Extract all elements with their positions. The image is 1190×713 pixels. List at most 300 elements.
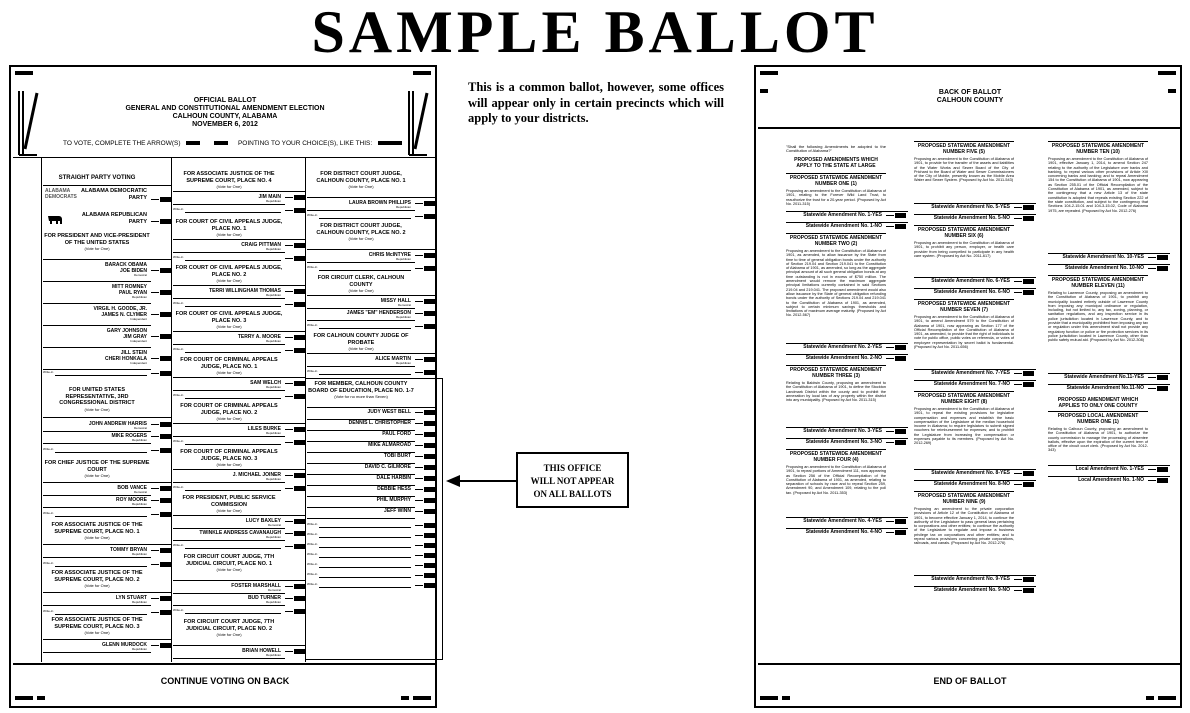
candidate-divider xyxy=(173,252,285,253)
vote-for-count: (Vote for One) xyxy=(348,346,374,351)
candidate-divider xyxy=(307,320,415,321)
ticket xyxy=(43,284,147,299)
arrow-head xyxy=(895,530,906,535)
vote-arrow[interactable] xyxy=(151,448,171,453)
candidate-martin xyxy=(307,356,411,365)
write-in-line xyxy=(55,452,147,453)
candidate-name: JOHN ANDREW HARRIS xyxy=(88,421,147,427)
candidate-marshall xyxy=(173,583,281,592)
arrow-head xyxy=(294,596,305,601)
vote-arrow[interactable] xyxy=(1014,471,1034,476)
arrow-tail xyxy=(415,412,423,413)
contest-divider xyxy=(307,249,435,250)
arrow-tail xyxy=(285,337,293,338)
vote-arrow[interactable] xyxy=(1014,279,1034,284)
party-label: Republican xyxy=(265,339,281,343)
arrow-head xyxy=(294,649,305,654)
write-in-label: Write-in xyxy=(43,447,54,451)
arrow-tail xyxy=(285,245,293,246)
contest-divider xyxy=(173,331,305,332)
vote-arrow[interactable] xyxy=(415,324,435,329)
vote-arrow[interactable] xyxy=(151,268,171,273)
write-in-line xyxy=(319,270,411,271)
vote-arrow[interactable] xyxy=(1014,588,1034,593)
arrow-tail xyxy=(415,423,423,424)
arrow-head xyxy=(160,371,171,376)
arrow-head xyxy=(160,434,171,439)
sample-arrow-icon xyxy=(214,141,228,145)
vote-arrow[interactable] xyxy=(415,370,435,375)
arrow-head xyxy=(160,197,171,202)
party-label: Republican xyxy=(395,257,411,261)
instruction-text-b: POINTING TO YOUR CHOICE(S), LIKE THIS: xyxy=(237,140,373,147)
vote-arrow[interactable] xyxy=(151,643,171,648)
vote-arrow[interactable] xyxy=(886,356,906,361)
arrow-tail xyxy=(285,586,293,587)
candidate-divider xyxy=(43,281,151,282)
amendment-divider xyxy=(1048,411,1148,412)
vote-arrow[interactable] xyxy=(415,421,435,426)
candidate-divider xyxy=(173,482,285,483)
vote-arrow[interactable] xyxy=(151,596,171,601)
arrow-tail xyxy=(415,565,423,566)
contest-divider xyxy=(173,645,305,646)
arrow-head xyxy=(424,266,435,271)
vote-arrow[interactable] xyxy=(151,334,171,339)
vote-arrow[interactable] xyxy=(415,266,435,271)
contest-name: FOR ASSOCIATE JUSTICE OF THE SUPREME COURT, PLACE NO. 1 xyxy=(51,522,143,535)
vote-arrow[interactable] xyxy=(285,302,305,307)
arrow-tail xyxy=(886,532,894,533)
arrow-tail xyxy=(415,372,423,373)
contest-name: FOR CIRCUIT CLERK, CALHOUN COUNTY xyxy=(317,275,405,288)
vote-for-count: (Vote for One) xyxy=(216,567,242,572)
candidate-divider xyxy=(173,605,285,606)
candidate-divider xyxy=(173,540,285,541)
arrow-head xyxy=(424,487,435,492)
candidate-name: BUD TURNER xyxy=(247,595,281,601)
vote-arrow[interactable] xyxy=(1148,478,1168,483)
arrow-tail xyxy=(285,546,293,547)
write-in-line xyxy=(319,218,411,219)
vote-arrow[interactable] xyxy=(1148,386,1168,391)
callout-line-1: THIS OFFICE xyxy=(543,463,602,473)
arrow-head xyxy=(895,224,906,229)
timing-mark xyxy=(1168,89,1176,93)
vote-arrow[interactable] xyxy=(285,473,305,478)
amendment-yes: Statewide Amendment No.11-YES xyxy=(1064,374,1144,380)
amendment-yes: Statewide Amendment No. 8-YES xyxy=(931,470,1010,476)
vote-arrow[interactable] xyxy=(415,214,435,219)
arrow-tail xyxy=(285,291,293,292)
arrow-head xyxy=(160,548,171,553)
vote-arrow[interactable] xyxy=(415,523,435,528)
vote-arrow[interactable] xyxy=(285,486,305,491)
contest-name: FOR ASSOCIATE JUSTICE OF THE SUPREME COURT, PLACE NO. 4 xyxy=(183,171,275,184)
contest-title xyxy=(307,333,415,351)
arrow-head xyxy=(424,509,435,514)
arrow-head xyxy=(424,311,435,316)
candidate-name: CRAIG PITTMAN xyxy=(241,242,281,248)
candidate-name: JILL STEIN xyxy=(120,350,147,356)
vote-arrow[interactable] xyxy=(415,465,435,470)
amendment-no: Statewide Amendment No. 5-NO xyxy=(933,215,1010,221)
write-in-label: Write-in xyxy=(173,543,184,547)
arrow-tail xyxy=(285,521,293,522)
party-label: Republican xyxy=(265,293,281,297)
write-in-line xyxy=(185,613,281,614)
arrow-head xyxy=(294,243,305,248)
candidate-divider xyxy=(307,518,415,519)
arrow-tail xyxy=(151,373,159,374)
vote-arrow[interactable] xyxy=(415,410,435,415)
candidate-divider xyxy=(173,298,285,299)
arrow-head xyxy=(1023,471,1034,476)
contest-divider xyxy=(173,423,305,424)
vote-arrow[interactable] xyxy=(1148,266,1168,271)
column-rule xyxy=(171,157,172,662)
vote-for-count: (Vote for One) xyxy=(84,583,110,588)
callout-arrow-head xyxy=(446,475,460,487)
vote-arrow[interactable] xyxy=(285,394,305,399)
vote-arrow[interactable] xyxy=(415,253,435,258)
vote-arrow[interactable] xyxy=(1014,205,1034,210)
vote-arrow[interactable] xyxy=(886,440,906,445)
vote-arrow[interactable] xyxy=(415,487,435,492)
vote-arrow[interactable] xyxy=(1014,290,1034,295)
arrow-tail xyxy=(151,514,159,515)
ticket xyxy=(43,350,147,365)
amendment-text: Proposing an amendment to the Constitution of Alabama of 1901, effective January 1, 2014, to amend Section 247 relating to the authority of the Legislature over banks and banking, to repeal various other provisions of Article XIII concerning banks and banking; and to repeal Amendment 154 to the Constitution of Alabama of 1901, now appearing as Section 255.01 of the Official Recompilation of the Constitution of Alabama of 1901, as amended, subject to the contingency that a new Article 13 of the state constitution is adopted that repeals existing Section 222 of the state constitution, and subject to the contingency that Sections 104-2-15.01 and 104-3-15.02, Code of Alabama 1975, are repealed. (Proposed by Act No. 2012-276) xyxy=(1048,157,1148,213)
vote-arrow[interactable] xyxy=(415,443,435,448)
party-label: Independent xyxy=(130,317,147,321)
timing-mark xyxy=(1146,696,1154,700)
vote-for-count: (Vote for One) xyxy=(348,184,374,189)
vote-arrow[interactable] xyxy=(285,519,305,524)
contest-title xyxy=(173,449,285,467)
vote-arrow[interactable] xyxy=(285,649,305,654)
contest-title xyxy=(307,223,415,241)
arrow-head xyxy=(424,357,435,362)
vote-arrow[interactable] xyxy=(151,312,171,317)
vote-arrow[interactable] xyxy=(285,243,305,248)
arrow-tail xyxy=(1014,218,1022,219)
vote-arrow[interactable] xyxy=(886,429,906,434)
vote-arrow[interactable] xyxy=(1148,467,1168,472)
ticket xyxy=(43,306,147,321)
vote-arrow[interactable] xyxy=(151,422,171,427)
vote-arrow[interactable] xyxy=(415,583,435,588)
write-in-label: Write-in xyxy=(307,542,318,546)
candidate-divider xyxy=(307,366,415,367)
candidate-burke xyxy=(173,426,281,435)
candidate-divider xyxy=(43,347,151,348)
arrow-head xyxy=(424,583,435,588)
candidate-welch xyxy=(173,380,281,389)
candidate-name: FOSTER MARSHALL xyxy=(231,583,281,589)
write-in-label: Write-in xyxy=(173,347,184,351)
vote-arrow[interactable] xyxy=(1148,255,1168,260)
vote-arrow[interactable] xyxy=(285,440,305,445)
contest-name: FOR DISTRICT COURT JUDGE, CALHOUN COUNTY, PLACE NO. 2 xyxy=(316,223,406,236)
vote-arrow[interactable] xyxy=(285,596,305,601)
vote-arrow[interactable] xyxy=(415,543,435,548)
vote-for-count: (Vote for One) xyxy=(216,370,242,375)
vote-arrow[interactable] xyxy=(415,201,435,206)
vote-arrow[interactable] xyxy=(285,531,305,536)
arrow-head xyxy=(1157,386,1168,391)
party-label: Republican xyxy=(265,199,281,203)
arrow-tail xyxy=(285,350,293,351)
write-in-label: Write-in xyxy=(173,207,184,211)
timing-mark xyxy=(413,71,431,75)
candidate-name: MIKE ALMAROAD xyxy=(368,442,411,448)
vote-arrow[interactable] xyxy=(415,311,435,316)
candidate-name: BRIAN HOWELL xyxy=(242,648,281,654)
arrow-head xyxy=(294,519,305,524)
vote-arrow[interactable] xyxy=(1014,482,1034,487)
arrow-head xyxy=(160,610,171,615)
amendment-columns xyxy=(756,135,1184,665)
contest-title xyxy=(307,381,415,399)
arrow-tail xyxy=(285,442,293,443)
vote-arrow[interactable] xyxy=(415,299,435,304)
candidate-name: VIRGIL H. GOODE, JR. xyxy=(93,306,147,312)
arrow-tail xyxy=(151,645,159,646)
election-date: NOVEMBER 6, 2012 xyxy=(192,121,258,128)
vote-arrow[interactable] xyxy=(151,219,171,224)
party-label: Democrat xyxy=(133,490,147,494)
vote-arrow[interactable] xyxy=(285,208,305,213)
arrow-tail xyxy=(886,442,894,443)
candidate-name: JEFF WINN xyxy=(384,508,411,514)
arrow-tail xyxy=(415,467,423,468)
amendment-no: Statewide Amendment No. 1-NO xyxy=(805,223,882,229)
board-candidate xyxy=(307,464,411,470)
contest-title xyxy=(43,570,151,588)
candidate-divider xyxy=(43,303,151,304)
amendment-divider xyxy=(1048,275,1148,276)
arrow-tail xyxy=(285,396,293,397)
contest-name: FOR COURT OF CIVIL APPEALS JUDGE, PLACE NO. 2 xyxy=(175,265,283,278)
amendment-yes: Statewide Amendment No. 7-YES xyxy=(931,370,1010,376)
write-in-line xyxy=(185,548,281,549)
party-label: Republican xyxy=(395,361,411,365)
party-label: Republican xyxy=(265,535,281,539)
candidate-name: CHRIS McINTYRE xyxy=(368,252,411,258)
vote-arrow[interactable] xyxy=(151,197,171,202)
vote-arrow[interactable] xyxy=(151,562,171,567)
write-in-label: Write-in xyxy=(307,213,318,217)
vote-arrow[interactable] xyxy=(415,553,435,558)
arrow-tail xyxy=(151,199,159,200)
arrow-head xyxy=(1023,588,1034,593)
vote-for-count: (Vote for One) xyxy=(216,278,242,283)
candidate-divider xyxy=(43,605,151,606)
vote-arrow[interactable] xyxy=(886,519,906,524)
arrow-head xyxy=(294,335,305,340)
vote-arrow[interactable] xyxy=(151,512,171,517)
arrow-tail xyxy=(415,445,423,446)
amendment-title: PROPOSED STATEWIDE AMENDMENT NUMBER ELEVEN (11) xyxy=(1051,277,1145,289)
arrow-tail xyxy=(415,434,423,435)
arrow-head xyxy=(895,213,906,218)
vote-arrow[interactable] xyxy=(151,371,171,376)
arrow-head xyxy=(1023,279,1034,284)
arrow-tail xyxy=(415,216,423,217)
contest-name: FOR DISTRICT COURT JUDGE, CALHOUN COUNTY, PLACE NO. 1 xyxy=(316,171,406,184)
vote-for-count: (Vote for One) xyxy=(84,630,110,635)
contest-divider xyxy=(43,259,171,260)
amendment-no: Statewide Amendment No. 6-NO xyxy=(933,289,1010,295)
vote-arrow[interactable] xyxy=(1014,577,1034,582)
arrow-head xyxy=(160,643,171,648)
arrow-tail xyxy=(1014,384,1022,385)
timing-mark xyxy=(760,71,778,75)
timing-mark xyxy=(37,696,45,700)
vote-arrow[interactable] xyxy=(415,563,435,568)
vote-arrow[interactable] xyxy=(1014,371,1034,376)
vote-arrow[interactable] xyxy=(285,381,305,386)
vote-arrow[interactable] xyxy=(151,548,171,553)
vote-arrow[interactable] xyxy=(1014,382,1034,387)
vote-arrow[interactable] xyxy=(886,530,906,535)
vote-arrow[interactable] xyxy=(415,476,435,481)
candidate-main xyxy=(173,194,281,203)
arrow-head xyxy=(1157,266,1168,271)
arrow-head xyxy=(424,324,435,329)
arrow-tail xyxy=(886,347,894,348)
vote-arrow[interactable] xyxy=(1148,375,1168,380)
candidate-murdock xyxy=(43,642,147,651)
candidate-name: GARY JOHNSON xyxy=(106,328,147,334)
vote-arrow[interactable] xyxy=(415,573,435,578)
vote-arrow[interactable] xyxy=(285,609,305,614)
vote-arrow[interactable] xyxy=(151,610,171,615)
vote-arrow[interactable] xyxy=(285,335,305,340)
party-label: Republican xyxy=(265,385,281,389)
candidate-pittman xyxy=(173,242,281,251)
write-in-line xyxy=(185,444,281,445)
arrow-head xyxy=(294,394,305,399)
candidate-divider xyxy=(173,344,285,345)
vote-arrow[interactable] xyxy=(415,533,435,538)
vote-arrow[interactable] xyxy=(151,434,171,439)
write-in-line xyxy=(319,547,411,548)
party-label: Republican xyxy=(131,552,147,556)
contest-title xyxy=(173,619,285,637)
vote-for-count: (Vote for One) xyxy=(84,406,110,412)
arrow-tail xyxy=(285,197,293,198)
candidate-harris xyxy=(43,421,147,430)
arrow-tail xyxy=(1014,484,1022,485)
vote-arrow[interactable] xyxy=(285,427,305,432)
contest-name: FOR ASSOCIATE JUSTICE OF THE SUPREME COURT, PLACE NO. 3 xyxy=(51,617,143,630)
arrow-tail xyxy=(415,313,423,314)
arrow-tail xyxy=(415,203,423,204)
candidate-divider xyxy=(173,390,285,391)
arrow-tail xyxy=(285,651,293,652)
vote-arrow[interactable] xyxy=(151,356,171,361)
amendment-yes: Statewide Amendment No. 5-YES xyxy=(931,204,1010,210)
board-candidate xyxy=(307,475,411,481)
timing-mark xyxy=(413,696,431,700)
vote-arrow[interactable] xyxy=(285,544,305,549)
vote-arrow[interactable] xyxy=(151,290,171,295)
vote-arrow[interactable] xyxy=(151,498,171,503)
arrow-tail xyxy=(415,500,423,501)
write-in-line xyxy=(319,374,411,375)
vote-arrow[interactable] xyxy=(285,256,305,261)
election-name: GENERAL AND CONSTITUTIONAL AMENDMENT ELECTION xyxy=(125,105,325,112)
candidate-name: BOB VANCE xyxy=(117,485,147,491)
arrow-tail xyxy=(285,488,293,489)
contest-name: FOR PRESIDENT, PUBLIC SERVICE COMMISSION xyxy=(182,495,276,508)
arrow-tail xyxy=(1148,480,1156,481)
vote-arrow[interactable] xyxy=(886,224,906,229)
contest-title xyxy=(173,311,285,329)
back-header-divider xyxy=(758,127,1182,129)
contest-divider xyxy=(173,580,305,581)
arrow-head xyxy=(160,486,171,491)
vote-arrow[interactable] xyxy=(285,195,305,200)
vote-arrow[interactable] xyxy=(415,498,435,503)
amendment-title: PROPOSED STATEWIDE AMENDMENT NUMBER FOUR (4) xyxy=(789,451,883,463)
vote-arrow[interactable] xyxy=(151,486,171,491)
vote-arrow[interactable] xyxy=(415,454,435,459)
arrow-tail xyxy=(151,314,159,315)
amendment-yes: Statewide Amendment No. 6-YES xyxy=(931,278,1010,284)
party-label: Democrat xyxy=(133,273,147,277)
amendment-title: PROPOSED STATEWIDE AMENDMENT NUMBER NINE (9) xyxy=(917,493,1011,505)
amendment-divider xyxy=(786,365,886,366)
vote-arrow[interactable] xyxy=(415,509,435,514)
write-in-label: Write-in xyxy=(173,393,184,397)
vote-arrow[interactable] xyxy=(1014,216,1034,221)
vote-arrow[interactable] xyxy=(285,584,305,589)
arrow-head xyxy=(895,429,906,434)
arrow-tail xyxy=(415,575,423,576)
party-label: Democrat xyxy=(267,523,281,527)
contest-columns xyxy=(11,157,439,662)
arrow-head xyxy=(294,302,305,307)
contest-divider xyxy=(307,295,435,296)
contest-title xyxy=(173,403,285,421)
arrow-head xyxy=(294,208,305,213)
candidate-phillips xyxy=(307,200,411,209)
write-in-line xyxy=(319,557,411,558)
candidate-name: TOMMY BRYAN xyxy=(110,547,147,553)
vote-arrow[interactable] xyxy=(285,348,305,353)
candidate-name: BARACK OBAMA xyxy=(105,262,147,268)
contest-name: FOR CIRCUIT COURT JUDGE, 7TH JUDICIAL CIRCUIT, PLACE NO. 1 xyxy=(183,554,275,567)
candidate-name: JUDY WEST BELL xyxy=(367,409,411,415)
amendment-title: PROPOSED STATEWIDE AMENDMENT NUMBER TWO (2) xyxy=(789,235,883,247)
arrow-head xyxy=(424,410,435,415)
vote-arrow[interactable] xyxy=(285,289,305,294)
arrow-head xyxy=(1157,375,1168,380)
arrow-tail xyxy=(1014,590,1022,591)
vote-arrow[interactable] xyxy=(415,357,435,362)
board-candidate xyxy=(307,453,411,459)
back-county: CALHOUN COUNTY xyxy=(936,97,1004,104)
vote-arrow[interactable] xyxy=(886,213,906,218)
write-in-line xyxy=(319,577,411,578)
vote-arrow[interactable] xyxy=(415,432,435,437)
vote-arrow[interactable] xyxy=(886,345,906,350)
candidate-divider xyxy=(43,652,151,653)
write-in-label: Write-in xyxy=(307,532,318,536)
